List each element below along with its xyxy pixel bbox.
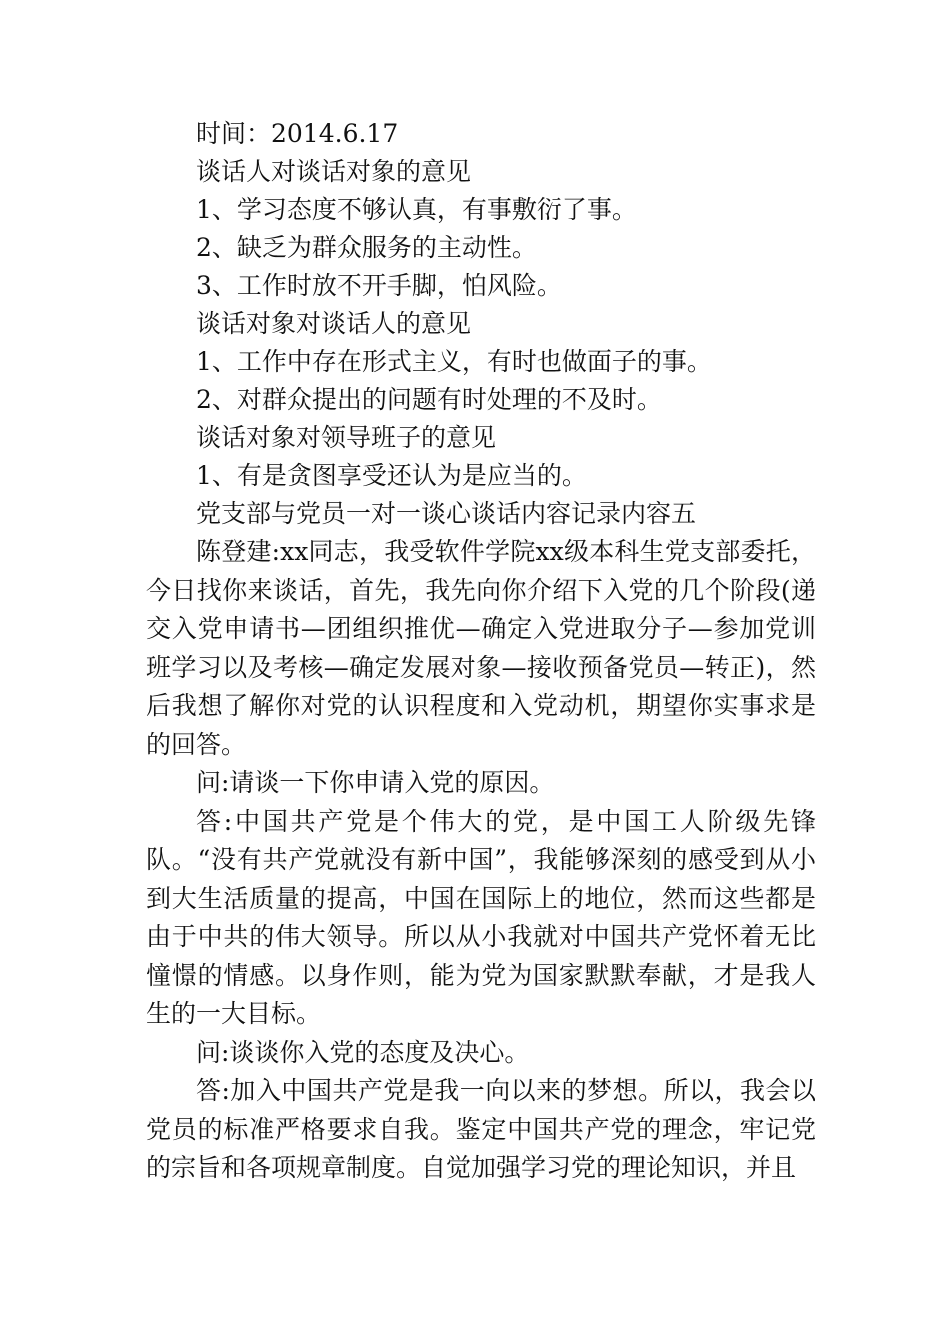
list-item: 1、学习态度不够认真，有事敷衍了事。: [196, 195, 637, 224]
section-heading-subject-opinion: 谈话对象对谈话人的意见: [196, 309, 472, 338]
question-paragraph: 问:谈谈你入党的态度及决心。: [196, 1037, 530, 1067]
list-item: 3、工作时放不开手脚，怕风险。: [196, 271, 562, 300]
list-item: 1、工作中存在形式主义，有时也做面子的事。: [196, 347, 712, 376]
section-heading-leadership-opinion: 谈话对象对领导班子的意见: [196, 423, 497, 452]
list-item: 2、对群众提出的问题有时处理的不及时。: [196, 385, 662, 414]
question-paragraph: 问:请谈一下你申请入党的原因。: [196, 768, 555, 797]
record-title: 党支部与党员一对一谈心谈话内容记录内容五: [196, 499, 697, 528]
list-item: 1、有是贪图享受还认为是应当的。: [196, 461, 587, 490]
answer-paragraph: 答:中国共产党是个伟大的党，是中国工人阶级先锋队。“没有共产党就没有新中国”，我能够深刻的感受到从小到大生活质量的提高，中国在国际上的地位，然而这些都是由于中共的伟大领导。所以从小我就对中国共产党怀着无比憧憬的情感。以身作则，能为党为国家默默奉献，才是我人生的一大目标。: [146, 806, 816, 1028]
list-item: 2、缺乏为群众服务的主动性。: [196, 233, 537, 262]
section-heading-talker-opinion: 谈话人对谈话对象的意见: [196, 157, 472, 186]
document-body: [146, 115, 816, 1188]
intro-paragraph: 陈登建:xx同志，我受软件学院xx级本科生党支部委托，今日找你来谈话，首先，我先向你介绍下入党的几个阶段(递交入党申请书—团组织推优—确定入党进取分子—参加党训班学习以及考核—确定发展对象—接收预备党员—转正)，然后我想了解你对党的认识程度和入党动机，期望你实事求是的回答。: [146, 537, 816, 759]
record-time: 时间：2014.6.17: [196, 119, 399, 148]
answer-paragraph: 答:加入中国共产党是我一向以来的梦想。所以，我会以党员的标准严格要求自我。鉴定中国共产党的理念，牢记党的宗旨和各项规章制度。自觉加强学习党的理论知识，并且: [146, 1076, 816, 1182]
